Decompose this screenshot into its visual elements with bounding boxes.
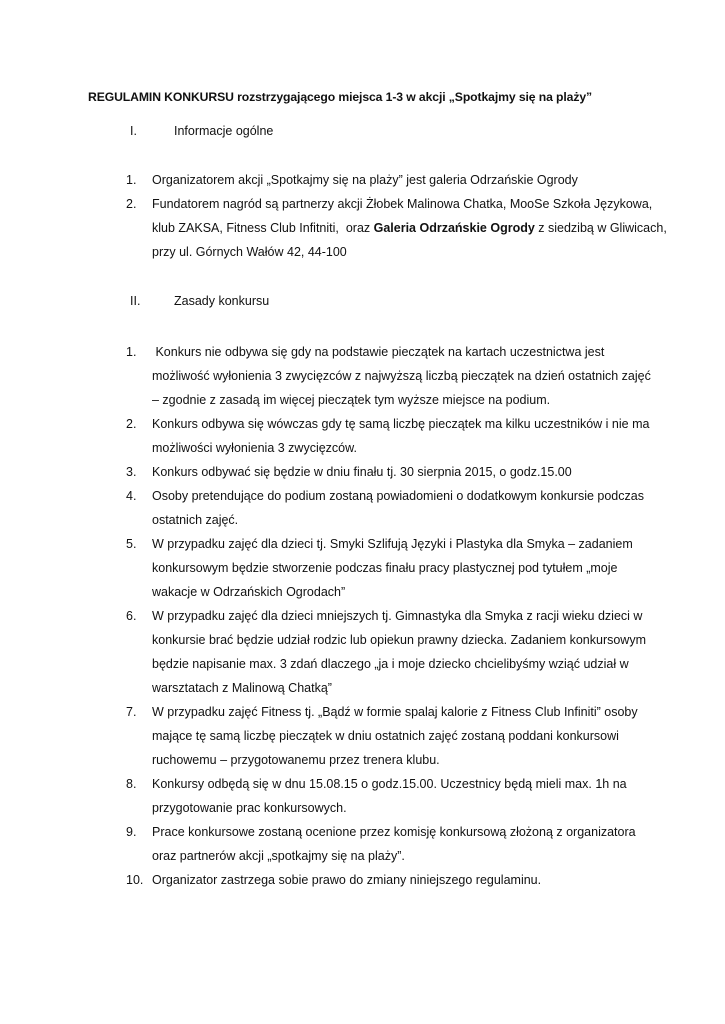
item-text-line: konkursie brać będzie udział rodzic lub opiekun prawny dziecka. Zadaniem konkursowym	[152, 633, 646, 647]
item-text-line: Konkurs odbywać się będzie w dniu finału tj. 30 sierpnia 2015, o godz.15.00	[152, 465, 572, 479]
item-text-line: warsztatach z Malinową Chatką”	[152, 681, 332, 695]
item-number: 6.	[126, 609, 137, 623]
item-text-line: Konkursy odbędą się w dnu 15.08.15 o godz.15.00. Uczestnicy będą mieli max. 1h na	[152, 777, 627, 791]
list-item	[0, 460, 725, 484]
item-text-line: Osoby pretendujące do podium zostaną powiadomieni o dodatkowym konkursie podczas	[152, 489, 644, 503]
item-text-segment: z siedzibą w Gliwicach,	[534, 221, 667, 235]
list-item	[0, 340, 725, 412]
item-number: 3.	[126, 465, 137, 479]
list-item	[0, 484, 725, 532]
item-number: 9.	[126, 825, 137, 839]
item-text-line: oraz partnerów akcji „spotkajmy się na plaży”.	[152, 849, 405, 863]
item-text-line: ruchowemu – przygotowanemu przez trenera klubu.	[152, 753, 440, 767]
item-text-line: możliwość wyłonienia 3 zwycięzców z najwyższą liczbą pieczątek na dzień ostatnich zajęć	[152, 369, 651, 383]
item-text-line: ostatnich zajęć.	[152, 513, 239, 527]
item-text: Organizatorem akcji „Spotkajmy się na plaży” jest galeria Odrzańskie Ogrody	[152, 173, 578, 187]
list-item	[0, 700, 725, 772]
item-number: 2.	[126, 417, 137, 431]
list-item	[0, 168, 725, 192]
item-number: 5.	[126, 537, 137, 551]
list-item	[0, 532, 725, 604]
section-number: I.	[130, 124, 137, 138]
section-number: II.	[130, 294, 141, 308]
item-text-line: Prace konkursowe zostaną ocenione przez komisję konkursową złożoną z organizatora	[152, 825, 636, 839]
list-item	[0, 192, 725, 264]
item-text-line: Fundatorem nagród są partnerzy akcji Żłobek Malinowa Chatka, MooSe Szkoła Językowa,	[152, 197, 653, 211]
list-item	[0, 868, 725, 892]
list-item	[0, 604, 725, 700]
list-item	[0, 412, 725, 460]
item-text-line: konkursowym będzie stworzenie podczas finału pracy plastycznej pod tytułem „moje	[152, 561, 618, 575]
item-text-line: wakacje w Odrzańskich Ogrodach”	[152, 585, 346, 599]
general-info-list	[0, 168, 725, 264]
document-title: REGULAMIN KONKURSU rozstrzygającego miejsca 1-3 w akcji „Spotkajmy się na plaży”	[88, 90, 593, 104]
list-item	[0, 772, 725, 820]
item-text-line: W przypadku zajęć dla dzieci mniejszych tj. Gimnastyka dla Smyka z racji wieku dzieci w	[152, 609, 643, 623]
section-label: Zasady konkursu	[174, 294, 270, 308]
item-text-line: będzie napisanie max. 3 zdań dlaczego „ja i moje dziecko chcielibyśmy wziąć udział w	[152, 657, 629, 671]
organizer-name-bold: Galeria Odrzańskie Ogrody	[373, 221, 535, 235]
item-number: 10.	[126, 873, 144, 887]
item-text-line: przygotowanie prac konkursowych.	[152, 801, 347, 815]
item-text-line: – zgodnie z zasadą im więcej pieczątek tym wyższe miejsce na podium.	[152, 393, 551, 407]
item-text-line: W przypadku zajęć Fitness tj. „Bądź w formie spalaj kalorie z Fitness Club Infiniti” osoby	[152, 705, 638, 719]
item-number: 8.	[126, 777, 137, 791]
item-number: 1.	[126, 345, 137, 359]
item-text-line	[152, 216, 667, 240]
item-number: 7.	[126, 705, 137, 719]
item-number: 1.	[126, 173, 137, 187]
item-text-line: Konkurs nie odbywa się gdy na podstawie pieczątek na kartach uczestnictwa jest	[152, 345, 605, 359]
item-number: 2.	[126, 197, 137, 211]
list-item	[0, 820, 725, 868]
item-text-line: mające tę samą liczbę pieczątek w dniu ostatnich zajęć zostaną poddani konkursowi	[152, 729, 619, 743]
item-text-line: Konkurs odbywa się wówczas gdy tę samą liczbę pieczątek ma kilku uczestników i nie ma	[152, 417, 650, 431]
item-text-line: Organizator zastrzega sobie prawo do zmiany niniejszego regulaminu.	[152, 873, 542, 887]
item-text-line: W przypadku zajęć dla dzieci tj. Smyki Szlifują Języki i Plastyka dla Smyka – zadaniem	[152, 537, 633, 551]
item-number: 4.	[126, 489, 137, 503]
rules-list	[0, 340, 725, 892]
item-text-line: przy ul. Górnych Wałów 42, 44-100	[152, 245, 347, 259]
section-label: Informacje ogólne	[174, 124, 274, 138]
item-text-segment: klub ZAKSA, Fitness Club Infitniti, oraz	[152, 221, 374, 235]
item-text-line: możliwości wyłonienia 3 zwycięzców.	[152, 441, 357, 455]
